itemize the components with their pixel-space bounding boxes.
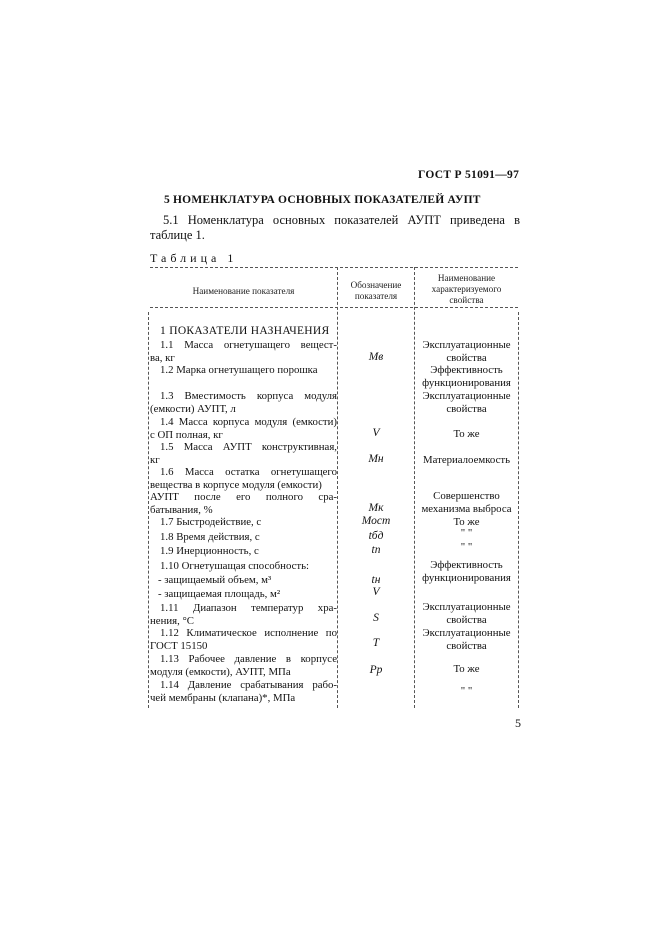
row-property: Материалоемкость	[422, 454, 511, 466]
row-name-line1: 1.1 Масса огнетушащего вещест-	[160, 339, 337, 351]
row-name-line2: чей мембраны (клапана)*, МПа	[150, 691, 296, 704]
row-symbol: tп	[371, 544, 381, 556]
row-name-line2: вещества в корпусе модуля (емкости)	[150, 478, 322, 491]
row-name-line1: 1.5 Масса АУПТ конструктивная,	[160, 441, 337, 453]
row-name-line2: кг	[150, 453, 160, 466]
row-property: То же	[453, 516, 480, 528]
row-name-line1: 1.13 Рабочее давление в корпусе	[160, 653, 337, 665]
row-symbol: Pр	[369, 664, 383, 676]
table-top-rule	[150, 267, 518, 268]
row-name-line1: 1.11 Диапазон температур хра-	[160, 602, 337, 614]
table-row	[150, 339, 337, 364]
row-property: Совершенство механизма выброса	[421, 490, 512, 515]
row-symbol: S	[373, 612, 379, 624]
group-title: 1 ПОКАЗАТЕЛИ НАЗНАЧЕНИЯ	[160, 325, 330, 337]
row-name-line2: ГОСТ 15150	[150, 639, 208, 652]
row-symbol: V	[372, 586, 380, 598]
table-row	[150, 364, 337, 377]
row-name-line2: ва, кг	[150, 351, 175, 364]
row-name-line1: 1.2 Марка огнетушащего порошка	[160, 364, 318, 376]
row-symbol: Мост	[361, 515, 391, 527]
table-row	[150, 574, 337, 587]
table-row	[150, 653, 337, 678]
table-row	[150, 416, 337, 441]
table-row	[150, 545, 337, 558]
row-name-line1: 1.6 Масса остатка огнетушащего	[160, 466, 337, 478]
row-name-line1: 1.9 Инерционность, с	[160, 545, 259, 557]
table-row	[150, 516, 337, 529]
table-row	[150, 466, 337, 516]
row-property: Эксплуатационные свойства	[422, 390, 511, 415]
row-name-line1: 1.7 Быстродействие, с	[160, 516, 262, 528]
table-left-border	[148, 312, 149, 708]
row-symbol: Мк	[368, 502, 384, 514]
table-row	[150, 560, 337, 573]
row-symbol: T	[372, 637, 380, 649]
row-symbol: V	[372, 427, 380, 439]
table-row	[150, 602, 337, 627]
row-symbol: Мв	[368, 351, 384, 363]
row-name-line4: батывания, %	[150, 503, 213, 516]
row-property: Эксплуатационные свойства	[422, 627, 511, 652]
header-name: Наименование показателя	[192, 286, 295, 296]
header-symbol-line1: Обозначение	[350, 280, 402, 290]
row-name-line3: АУПТ после его полного сра-	[150, 491, 337, 503]
row-symbol: tбд	[368, 530, 384, 542]
standard-code: ГОСТ Р 51091—97	[418, 169, 520, 181]
row-property: " "	[460, 685, 473, 697]
row-property: Эффективность функционирования	[422, 559, 511, 584]
row-property: " "	[460, 541, 473, 553]
row-name-line2: с ОП полная, кг	[150, 428, 223, 441]
row-name-line2: нения, °С	[150, 614, 195, 627]
table-row	[150, 441, 337, 466]
intro-paragraph: 5.1 Номенклатура основных показателей АУПТ приведена в таблице 1.	[150, 213, 520, 242]
table-row	[150, 390, 337, 415]
row-symbol: Мн	[368, 453, 384, 465]
row-property: То же	[453, 428, 480, 440]
table-header-rule	[150, 307, 518, 308]
row-property: Эффективность функционирования	[422, 364, 511, 389]
section-title: 5 НОМЕНКЛАТУРА ОСНОВНЫХ ПОКАЗАТЕЛЕЙ АУПТ	[164, 194, 481, 206]
header-symbol-line2: показателя	[354, 291, 398, 301]
row-property: Эксплуатационные свойства	[422, 601, 511, 626]
table-row	[150, 531, 337, 544]
row-name-line2: модуля (емкости), АУПТ, МПа	[150, 665, 291, 678]
row-symbol: tн	[371, 574, 381, 586]
row-property: То же	[453, 663, 480, 675]
row-name-line1: 1.14 Давление срабатывания рабо-	[160, 679, 337, 691]
row-property: Эксплуатационные свойства	[422, 339, 511, 364]
table-right-border	[518, 312, 519, 708]
table-caption: Таблица 1	[150, 251, 238, 265]
row-name-line2: (емкости) АУПТ, л	[150, 402, 236, 415]
header-prop-line2: характеризуемого	[431, 284, 502, 294]
row-name-line1: - защищаемый объем, м³	[158, 574, 272, 586]
header-prop-line1: Наименование	[437, 273, 496, 283]
table-row	[150, 627, 337, 652]
row-name-line1: 1.10 Огнетушащая способность:	[160, 560, 310, 572]
header-prop-line3: свойства	[449, 295, 484, 305]
row-name-line1: - защищаемая площадь, м²	[158, 588, 281, 600]
row-name-line1: 1.12 Климатическое исполнение по	[160, 627, 337, 639]
row-name-line1: 1.4 Масса корпуса модуля (емкости)	[160, 416, 337, 428]
row-property: " "	[460, 527, 473, 539]
row-name-line1: 1.3 Вместимость корпуса модуля	[160, 390, 337, 402]
row-name-line1: 1.8 Время действия, с	[160, 531, 260, 543]
page-number: 5	[515, 716, 521, 730]
table-row	[150, 679, 337, 704]
table-row	[150, 588, 337, 601]
